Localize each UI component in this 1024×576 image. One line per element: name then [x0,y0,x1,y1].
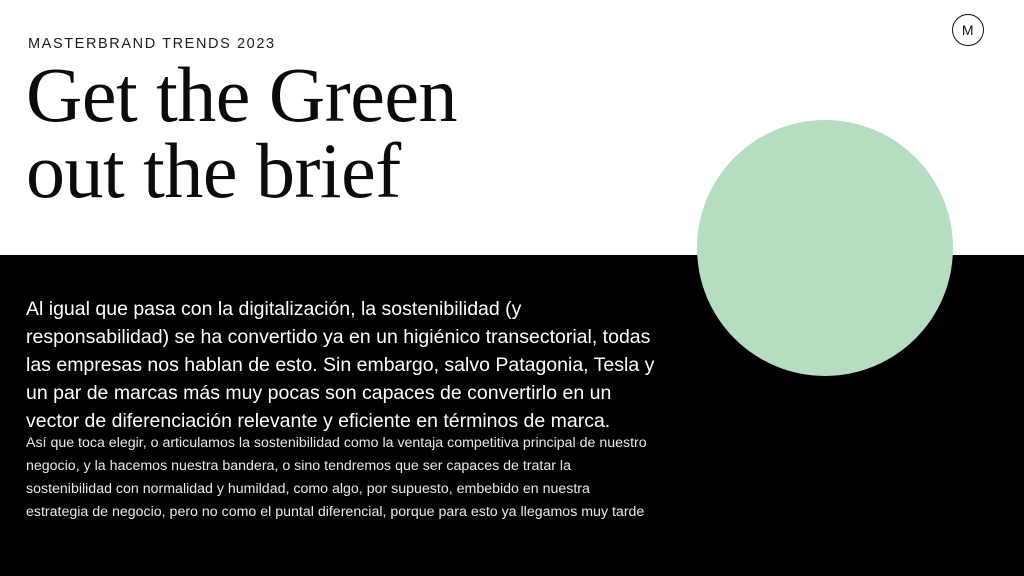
green-circle-shape [697,120,953,376]
headline-line-2: out the brief [26,127,401,215]
logo-letter: M [961,22,975,38]
body-paragraph-secondary: Así que toca elegir, o articulamos la sostenibilidad como la ventaja competitiva principal de nuestro negocio, y la hacemos nuestra bandera, o sino tendremos que ser capaces de tratar la sostenibilidad con normalidad y humildad, como algo, por supuesto, embebido en nuestra estrategia de negocio, pero no como el puntal diferencial, porque para esto ya llegamos muy tarde [26,435,647,520]
eyebrow-label: MASTERBRAND TRENDS 2023 [28,36,276,52]
masterbrand-logo [952,14,984,46]
body-paragraph-lead: Al igual que pasa con la digitalización, la sostenibilidad (y responsabilidad) se ha convertido ya en un higiénico transectorial, todas las empresas nos hablan de esto. Sin embargo, salvo Patagonia, Tesla y un par de marcas más muy pocas son capaces de convertirlo en un vector de diferenciación relevante y eficiente en términos de marca. [26,298,655,432]
headline-line-1: Get the Green [26,51,457,138]
page-title [26,51,457,215]
